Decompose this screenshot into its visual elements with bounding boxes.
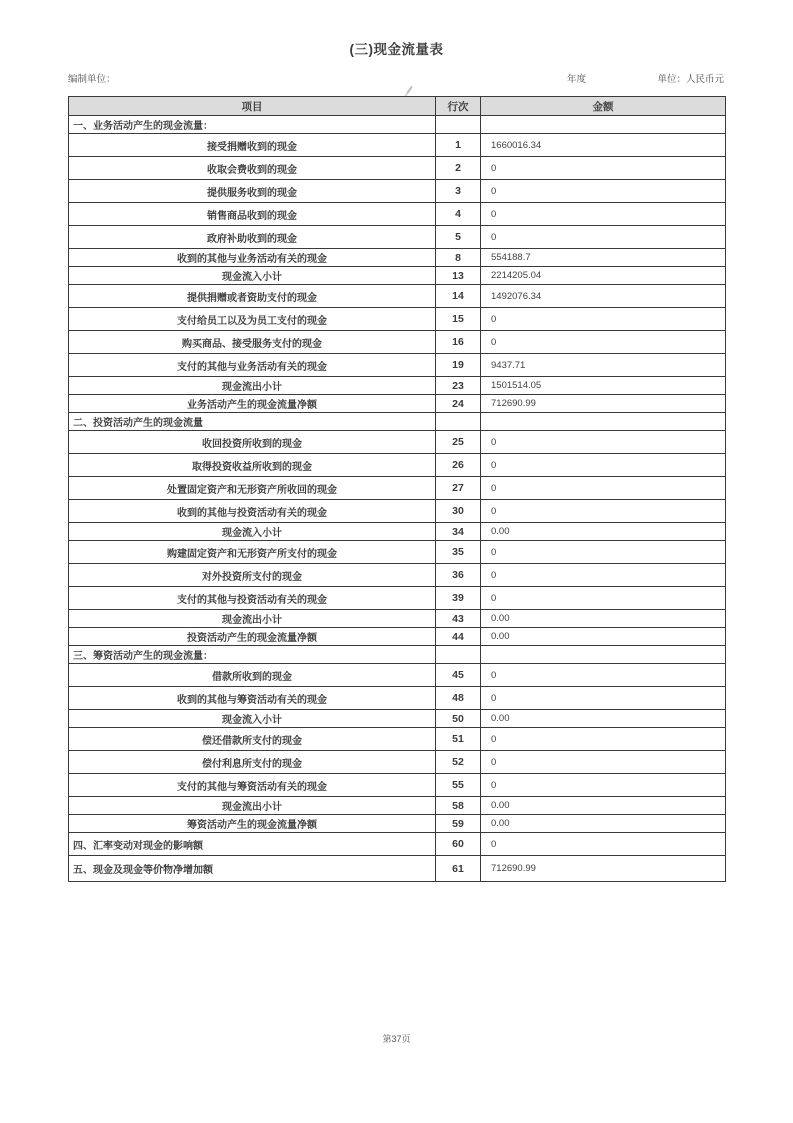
table-row [69, 308, 726, 331]
row-item-label: 五、现金及现金等价物净增加额 [69, 856, 436, 882]
row-item-label: 收到的其他与业务活动有关的现金 [69, 249, 436, 267]
row-amount-value: 0 [481, 308, 726, 331]
row-item-label: 收到的其他与筹资活动有关的现金 [69, 687, 436, 710]
row-amount-value: 0 [481, 774, 726, 797]
table-row [69, 610, 726, 628]
row-amount-value: 0 [481, 541, 726, 564]
row-item-label: 现金流入小计 [69, 523, 436, 541]
row-item-label: 收取会费收到的现金 [69, 157, 436, 180]
row-item-label: 借款所收到的现金 [69, 664, 436, 687]
table-row [69, 454, 726, 477]
table-row [69, 157, 726, 180]
row-amount-value: 0.00 [481, 610, 726, 628]
row-amount-value: 0 [481, 454, 726, 477]
row-item-label: 偿还借款所支付的现金 [69, 728, 436, 751]
row-item-label: 收回投资所收到的现金 [69, 431, 436, 454]
row-amount-value [481, 413, 726, 431]
row-line-number: 61 [436, 856, 481, 882]
row-line-number: 24 [436, 395, 481, 413]
year-label: 年度 [567, 74, 587, 85]
row-line-number [436, 646, 481, 664]
row-line-number: 59 [436, 815, 481, 833]
table-row [69, 797, 726, 815]
row-amount-value: 1660016.34 [481, 134, 726, 157]
row-amount-value: 0 [481, 331, 726, 354]
table-row [69, 833, 726, 856]
table-row [69, 249, 726, 267]
table-row [69, 331, 726, 354]
page-number: 第37页 [382, 1034, 411, 1044]
row-line-number: 43 [436, 610, 481, 628]
row-amount-value: 0.00 [481, 523, 726, 541]
row-item-label: 提供捐赠或者资助支付的现金 [69, 285, 436, 308]
unit-label: 单位：人民币元 [657, 74, 724, 85]
row-line-number: 58 [436, 797, 481, 815]
row-item-label: 偿付利息所支付的现金 [69, 751, 436, 774]
row-item-label: 现金流出小计 [69, 377, 436, 395]
row-line-number: 51 [436, 728, 481, 751]
table-row [69, 856, 726, 882]
row-line-number: 36 [436, 564, 481, 587]
row-amount-value [481, 646, 726, 664]
row-item-label: 支付给员工以及为员工支付的现金 [69, 308, 436, 331]
row-item-label: 四、汇率变动对现金的影响额 [69, 833, 436, 856]
row-line-number: 27 [436, 477, 481, 500]
column-header-amount: 金额 [481, 97, 726, 116]
row-amount-value: 2214205.04 [481, 267, 726, 285]
prepared-by-label: 编制单位： [68, 74, 116, 85]
row-item-label: 支付的其他与筹资活动有关的现金 [69, 774, 436, 797]
row-amount-value: 712690.99 [481, 395, 726, 413]
column-header-line: 行次 [436, 97, 481, 116]
row-amount-value: 0 [481, 664, 726, 687]
row-line-number: 26 [436, 454, 481, 477]
table-row [69, 815, 726, 833]
row-line-number: 44 [436, 628, 481, 646]
row-amount-value: 0 [481, 157, 726, 180]
table-row [69, 180, 726, 203]
row-line-number: 45 [436, 664, 481, 687]
row-item-label: 现金流入小计 [69, 267, 436, 285]
table-row [69, 395, 726, 413]
row-item-label: 购买商品、接受服务支付的现金 [69, 331, 436, 354]
row-amount-value: 0.00 [481, 815, 726, 833]
row-item-label: 投资活动产生的现金流量净额 [69, 628, 436, 646]
row-line-number: 14 [436, 285, 481, 308]
table-row [69, 523, 726, 541]
row-line-number: 23 [436, 377, 481, 395]
row-item-label: 筹资活动产生的现金流量净额 [69, 815, 436, 833]
row-item-label: 现金流入小计 [69, 710, 436, 728]
row-item-label: 二、投资活动产生的现金流量 [69, 413, 436, 431]
row-line-number: 8 [436, 249, 481, 267]
row-amount-value: 0 [481, 431, 726, 454]
table-row [69, 646, 726, 664]
row-amount-value: 0 [481, 587, 726, 610]
row-item-label: 一、业务活动产生的现金流量： [69, 116, 436, 134]
meta-row [68, 71, 725, 85]
row-amount-value: 0 [481, 833, 726, 856]
table-body [69, 116, 726, 882]
table-row [69, 664, 726, 687]
row-amount-value: 0 [481, 180, 726, 203]
row-item-label: 接受捐赠收到的现金 [69, 134, 436, 157]
row-amount-value: 0.00 [481, 710, 726, 728]
row-item-label: 收到的其他与投资活动有关的现金 [69, 500, 436, 523]
row-line-number: 25 [436, 431, 481, 454]
pencil-mark-icon [406, 86, 413, 95]
table-row [69, 710, 726, 728]
row-line-number: 48 [436, 687, 481, 710]
row-item-label: 取得投资收益所收到的现金 [69, 454, 436, 477]
row-item-label: 支付的其他与投资活动有关的现金 [69, 587, 436, 610]
row-amount-value: 0.00 [481, 628, 726, 646]
table-row [69, 564, 726, 587]
table-row [69, 751, 726, 774]
column-header-item: 项目 [69, 97, 436, 116]
row-line-number: 4 [436, 203, 481, 226]
table-row [69, 285, 726, 308]
row-item-label: 销售商品收到的现金 [69, 203, 436, 226]
table-row [69, 413, 726, 431]
table-row [69, 628, 726, 646]
row-item-label: 支付的其他与业务活动有关的现金 [69, 354, 436, 377]
row-amount-value: 0 [481, 728, 726, 751]
row-amount-value: 0 [481, 477, 726, 500]
table-row [69, 116, 726, 134]
table-row [69, 587, 726, 610]
cash-flow-table [68, 96, 726, 882]
table-row [69, 377, 726, 395]
row-amount-value [481, 116, 726, 134]
row-line-number: 16 [436, 331, 481, 354]
table-row [69, 477, 726, 500]
row-line-number: 15 [436, 308, 481, 331]
table-row [69, 226, 726, 249]
table-row [69, 203, 726, 226]
row-line-number: 13 [436, 267, 481, 285]
table-row [69, 267, 726, 285]
row-line-number [436, 116, 481, 134]
row-item-label: 处置固定资产和无形资产所收回的现金 [69, 477, 436, 500]
row-amount-value: 0 [481, 500, 726, 523]
row-amount-value: 712690.99 [481, 856, 726, 882]
row-item-label: 现金流出小计 [69, 797, 436, 815]
row-amount-value: 1501514.05 [481, 377, 726, 395]
row-item-label: 现金流出小计 [69, 610, 436, 628]
table-header-row [69, 97, 726, 116]
page-title: (三)现金流量表 [349, 42, 444, 57]
row-item-label: 对外投资所支付的现金 [69, 564, 436, 587]
table-row [69, 687, 726, 710]
row-line-number: 34 [436, 523, 481, 541]
row-item-label: 购建固定资产和无形资产所支付的现金 [69, 541, 436, 564]
row-amount-value: 554188.7 [481, 249, 726, 267]
row-line-number: 5 [436, 226, 481, 249]
table-row [69, 774, 726, 797]
row-line-number: 1 [436, 134, 481, 157]
row-amount-value: 0 [481, 226, 726, 249]
row-line-number: 52 [436, 751, 481, 774]
row-amount-value: 0 [481, 751, 726, 774]
table-row [69, 134, 726, 157]
table-row [69, 431, 726, 454]
table-row [69, 728, 726, 751]
row-line-number [436, 413, 481, 431]
row-item-label: 提供服务收到的现金 [69, 180, 436, 203]
row-item-label: 政府补助收到的现金 [69, 226, 436, 249]
row-line-number: 55 [436, 774, 481, 797]
row-line-number: 30 [436, 500, 481, 523]
row-line-number: 3 [436, 180, 481, 203]
table-row [69, 500, 726, 523]
row-item-label: 业务活动产生的现金流量净额 [69, 395, 436, 413]
row-amount-value: 1492076.34 [481, 285, 726, 308]
row-amount-value: 9437.71 [481, 354, 726, 377]
row-line-number: 60 [436, 833, 481, 856]
row-line-number: 39 [436, 587, 481, 610]
row-line-number: 50 [436, 710, 481, 728]
row-item-label: 三、筹资活动产生的现金流量： [69, 646, 436, 664]
table-row [69, 541, 726, 564]
table-row [69, 354, 726, 377]
row-amount-value: 0 [481, 203, 726, 226]
row-amount-value: 0 [481, 564, 726, 587]
row-amount-value: 0.00 [481, 797, 726, 815]
row-line-number: 35 [436, 541, 481, 564]
row-line-number: 19 [436, 354, 481, 377]
row-line-number: 2 [436, 157, 481, 180]
row-amount-value: 0 [481, 687, 726, 710]
